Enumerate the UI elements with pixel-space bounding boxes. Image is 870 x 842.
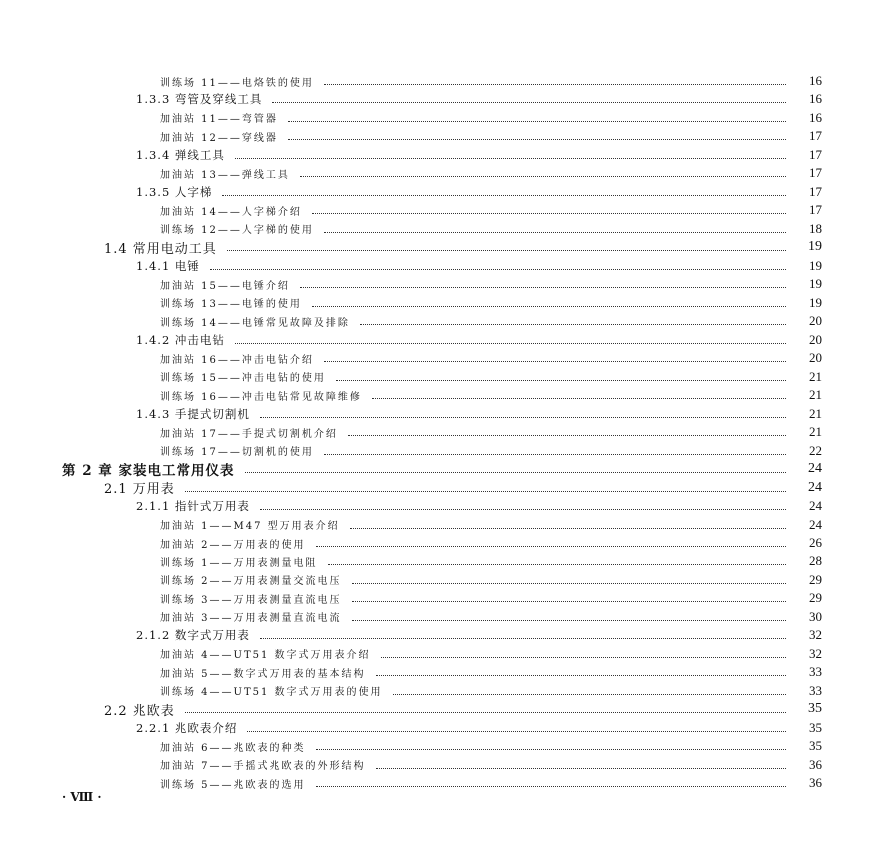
toc-leader-dots <box>372 397 786 399</box>
toc-leader-dots <box>328 563 786 565</box>
toc-entry-page: 16 <box>809 91 822 107</box>
toc-leader-dots <box>300 175 786 177</box>
toc-entry <box>0 442 870 460</box>
toc-entry <box>0 774 870 792</box>
toc-entry-page: 18 <box>809 220 822 236</box>
toc-entry-page: 28 <box>809 553 822 569</box>
toc-leader-dots <box>316 545 786 547</box>
toc-leader-dots <box>235 157 786 159</box>
toc-entry-page: 20 <box>809 350 822 366</box>
toc-leader-dots <box>245 471 787 473</box>
toc-entry-page: 29 <box>809 590 822 606</box>
toc-entry-page: 20 <box>809 313 822 329</box>
toc-entry-page: 20 <box>809 331 822 347</box>
toc-leader-dots <box>185 490 786 492</box>
toc-entry-page: 36 <box>809 756 822 772</box>
toc-leader-dots <box>350 527 786 529</box>
toc-leader-dots <box>393 693 786 695</box>
toc-leader-dots <box>352 600 786 602</box>
toc-leader-dots <box>210 268 786 270</box>
toc-leader-dots <box>324 453 786 455</box>
toc-entry-page: 21 <box>809 387 822 403</box>
toc-entry-page: 22 <box>809 442 822 458</box>
toc-entry <box>0 423 870 441</box>
toc-entry-title: 第 2 章 家装电工常用仪表 <box>62 463 235 480</box>
toc-entry-title: 训练场 14——电锤常见故障及排除 <box>160 317 350 329</box>
toc-entry-title: 1.4.3 手提式切割机 <box>136 406 250 421</box>
toc-entry <box>0 238 870 256</box>
toc-entry <box>0 608 870 626</box>
toc-leader-dots <box>324 360 786 362</box>
toc-entry <box>0 700 870 718</box>
toc-entry-title: 训练场 12——人字梯的使用 <box>160 225 314 237</box>
toc-entry <box>0 127 870 145</box>
toc-entry-title: 1.3.3 弯管及穿线工具 <box>136 92 263 107</box>
toc-entry-title: 1.3.4 弹线工具 <box>136 147 225 162</box>
toc-entry-page: 16 <box>809 109 822 125</box>
toc-entry <box>0 331 870 349</box>
toc-entry <box>0 552 870 570</box>
toc-entry-title: 加油站 17——手提式切割机介绍 <box>160 428 338 440</box>
toc-leader-dots <box>352 619 786 621</box>
toc-entry-title: 2.1.2 数字式万用表 <box>136 628 250 643</box>
toc-entry <box>0 146 870 164</box>
toc-entry <box>0 275 870 293</box>
toc-entry-page: 17 <box>809 183 822 199</box>
toc-leader-dots <box>348 434 786 436</box>
toc-leader-dots <box>260 416 786 418</box>
toc-entry-page: 17 <box>809 202 822 218</box>
toc-entry-title: 2.1 万用表 <box>104 482 175 498</box>
toc-entry <box>0 220 870 238</box>
toc-entry <box>0 497 870 515</box>
toc-leader-dots <box>336 379 786 381</box>
toc-entry-title: 2.2.1 兆欧表介绍 <box>136 720 238 735</box>
toc-leader-dots <box>260 637 786 639</box>
toc-entry-title: 加油站 5——数字式万用表的基本结构 <box>160 668 366 680</box>
toc-entry <box>0 719 870 737</box>
toc-leader-dots <box>360 323 786 325</box>
toc-entry <box>0 737 870 755</box>
toc-leader-dots <box>316 748 786 750</box>
toc-entry-page: 21 <box>809 424 822 440</box>
toc-entry-page: 19 <box>809 276 822 292</box>
toc-leader-dots <box>324 83 786 85</box>
toc-leader-dots <box>185 711 786 713</box>
toc-entry-title: 加油站 16——冲击电钻介绍 <box>160 354 314 366</box>
toc-entry <box>0 312 870 330</box>
toc-entry <box>0 682 870 700</box>
toc-leader-dots <box>376 767 786 769</box>
toc-entry-page: 36 <box>809 775 822 791</box>
toc-entry-page: 32 <box>809 627 822 643</box>
toc-entry-page: 21 <box>809 368 822 384</box>
toc-leader-dots <box>300 286 786 288</box>
toc-leader-dots <box>288 120 786 122</box>
toc-entry-page: 24 <box>809 498 822 514</box>
toc-entry-title: 训练场 2——万用表测量交流电压 <box>160 576 342 588</box>
toc-entry <box>0 534 870 552</box>
toc-leader-dots <box>222 194 786 196</box>
toc-entry <box>0 645 870 663</box>
page-number-footer: · Ⅷ · <box>62 790 102 804</box>
toc-entry-page: 24 <box>808 461 822 477</box>
toc-entry-title: 1.4.2 冲击电钻 <box>136 332 225 347</box>
toc-entry-page: 17 <box>809 128 822 144</box>
toc-leader-dots <box>316 785 786 787</box>
toc-entry-page: 21 <box>809 405 822 421</box>
toc-entry <box>0 405 870 423</box>
toc-leader-dots <box>352 582 786 584</box>
toc-entry-title: 加油站 15——电锤介绍 <box>160 280 290 292</box>
toc-entry-page: 33 <box>809 664 822 680</box>
toc-leader-dots <box>288 138 786 140</box>
toc-entry <box>0 257 870 275</box>
toc-entry-title: 加油站 7——手摇式兆欧表的外形结构 <box>160 761 366 773</box>
toc-entry-title: 2.2 兆欧表 <box>104 703 175 719</box>
toc-entry-title: 训练场 16——冲击电钻常见故障维修 <box>160 391 362 403</box>
toc-leader-dots <box>312 305 786 307</box>
toc-entry <box>0 589 870 607</box>
toc-entry-title: 训练场 5——兆欧表的选用 <box>160 779 306 791</box>
toc-leader-dots <box>227 249 786 251</box>
toc-entry <box>0 460 870 478</box>
toc-entry-page: 16 <box>809 73 822 88</box>
toc-entry-page: 30 <box>809 608 822 624</box>
toc-entry <box>0 90 870 108</box>
toc-leader-dots <box>312 212 786 214</box>
toc-entry <box>0 571 870 589</box>
toc-entry <box>0 479 870 497</box>
toc-leader-dots <box>235 342 786 344</box>
toc-leader-dots <box>247 730 786 732</box>
toc-entry <box>0 294 870 312</box>
toc-leader-dots <box>260 508 786 510</box>
toc-entry-title: 1.4 常用电动工具 <box>104 241 217 257</box>
toc-entry <box>0 349 870 367</box>
toc-entry <box>0 663 870 681</box>
toc-entry-title: 加油站 6——兆欧表的种类 <box>160 742 306 754</box>
toc-entry <box>0 386 870 404</box>
toc-entry-title: 加油站 2——万用表的使用 <box>160 539 306 551</box>
toc-entry-title: 训练场 11——电烙铁的使用 <box>160 77 314 89</box>
toc-entry-title: 加油站 13——弹线工具 <box>160 169 290 181</box>
toc-entry <box>0 164 870 182</box>
toc-entry-page: 35 <box>808 701 822 717</box>
toc-entry-page: 35 <box>809 738 822 754</box>
toc-entry-title: 训练场 1——万用表测量电阻 <box>160 557 318 569</box>
toc-entry-title: 训练场 17——切割机的使用 <box>160 447 314 459</box>
toc-leader-dots <box>324 231 786 233</box>
toc-entry-page: 32 <box>809 645 822 661</box>
toc-entry-title: 训练场 15——冲击电钻的使用 <box>160 373 326 385</box>
toc-entry-page: 17 <box>809 146 822 162</box>
toc-entry-title: 加油站 3——万用表测量直流电流 <box>160 613 342 625</box>
toc-entry-page: 29 <box>809 571 822 587</box>
toc-entry-title: 加油站 14——人字梯介绍 <box>160 206 302 218</box>
toc-entry-title: 加油站 11——弯管器 <box>160 114 278 126</box>
toc-entry <box>0 201 870 219</box>
toc-entry-title: 1.4.1 电锤 <box>136 258 200 273</box>
toc-entry-title: 训练场 3——万用表测量直流电压 <box>160 594 342 606</box>
toc-entry-page: 19 <box>808 239 822 255</box>
toc-entry-page: 19 <box>809 257 822 273</box>
toc-entry <box>0 626 870 644</box>
toc-entry-page: 33 <box>809 682 822 698</box>
toc-leader-dots <box>381 656 786 658</box>
toc-entry-title: 加油站 1——M47 型万用表介绍 <box>160 521 340 533</box>
toc-entry-title: 加油站 12——穿线器 <box>160 132 278 144</box>
toc-entry-title: 训练场 13——电锤的使用 <box>160 299 302 311</box>
toc-entry <box>0 516 870 534</box>
toc-entry-title: 训练场 4——UT51 数字式万用表的使用 <box>160 687 383 699</box>
toc-entry-title: 2.1.1 指针式万用表 <box>136 499 250 514</box>
toc-entry-page: 17 <box>809 165 822 181</box>
toc-entry-page: 19 <box>809 294 822 310</box>
toc-entry-page: 24 <box>809 516 822 532</box>
toc-entry-page: 26 <box>809 535 822 550</box>
toc-entry-title: 1.3.5 人字梯 <box>136 184 213 199</box>
toc-entry <box>0 183 870 201</box>
toc-leader-dots <box>376 674 786 676</box>
toc-entry-title: 加油站 4——UT51 数字式万用表介绍 <box>160 650 371 662</box>
toc-entry <box>0 368 870 386</box>
toc-leader-dots <box>272 101 786 103</box>
toc-entry-page: 35 <box>809 719 822 735</box>
toc-entry <box>0 72 870 90</box>
toc-entry <box>0 109 870 127</box>
toc-entry-page: 24 <box>808 479 822 495</box>
toc-entry <box>0 756 870 774</box>
